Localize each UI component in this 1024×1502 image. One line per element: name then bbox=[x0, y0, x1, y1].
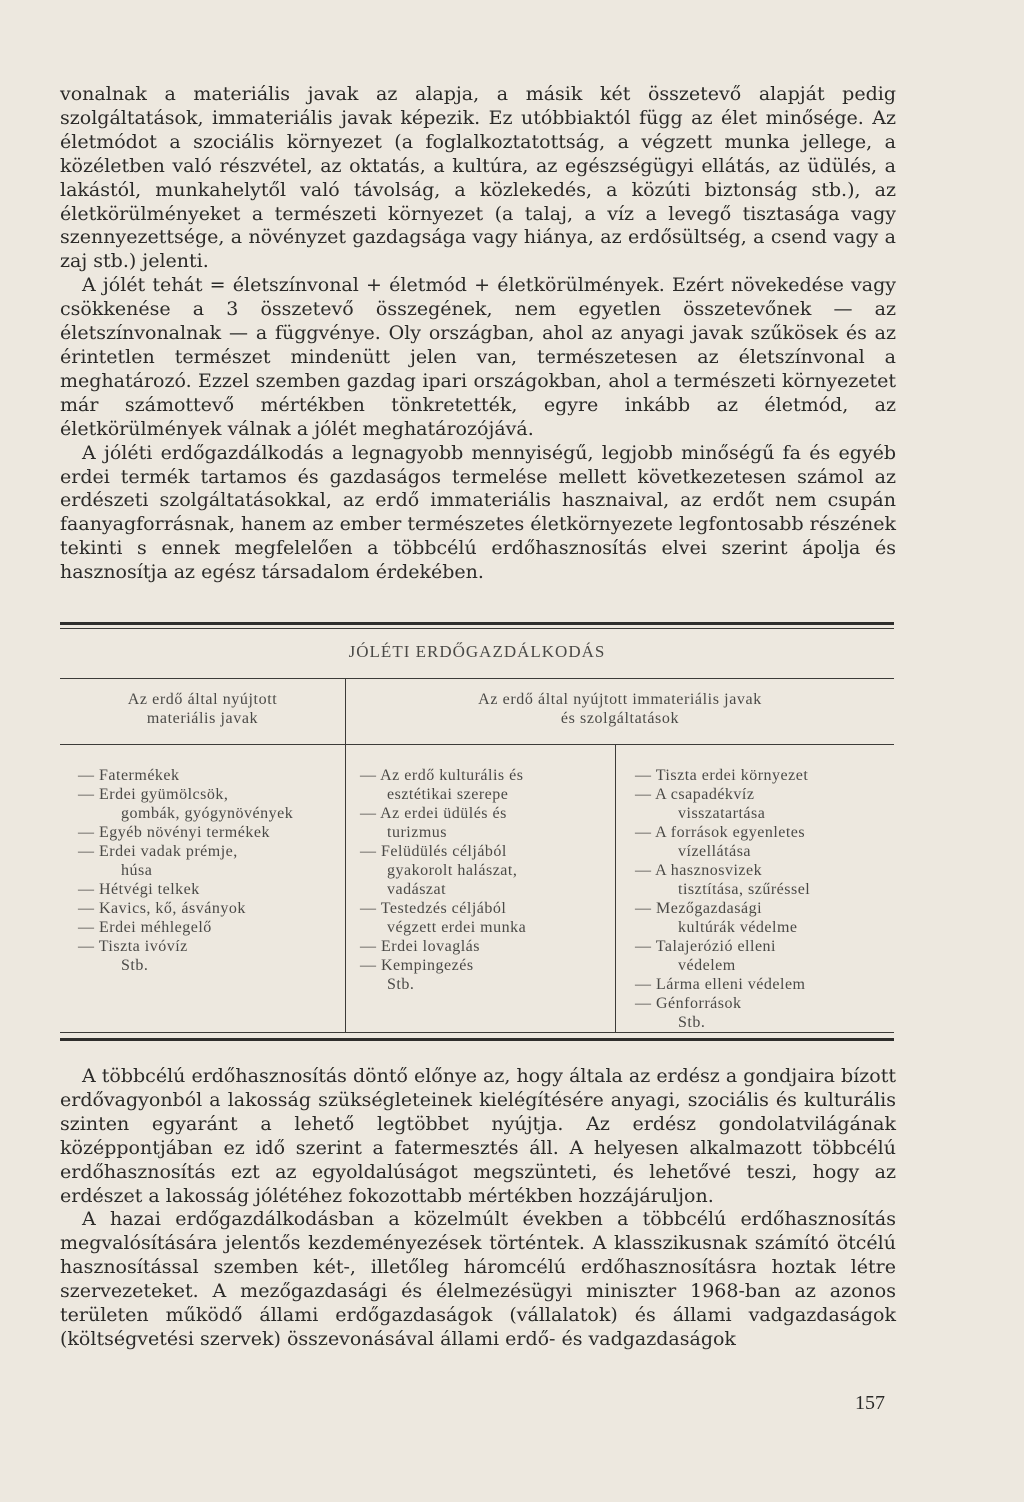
list-item-label: Testedzés céljából bbox=[380, 900, 507, 917]
list-dash: — bbox=[360, 843, 377, 860]
list-item-label: A csapadékvíz bbox=[655, 786, 755, 803]
column-divider bbox=[615, 744, 616, 1032]
paragraph: A hazai erdőgazdálkodásban a közelmúlt években a többcélú erdőhasznosítás megvalósítására jelentős kezdeményezések történtek. A klasszikusnak számító ötcélú hasznosítással szemben két-, illetőleg háromcélú erdőhasznosításra hoztak létre szervezeteket. A mezőgazdasági és élelmezésügyi miniszter 1968-ban az azonos területen működő állami erdőgazdaságok (vállalatok) és állami vadgazdaságok (költségvetési szervek) összevonásával állami erdő- és vadgazdaságok bbox=[60, 1208, 896, 1350]
list-dash: — bbox=[635, 767, 652, 784]
diagram-title: JÓLÉTI ERDŐGAZDÁLKODÁS bbox=[348, 642, 606, 661]
list-item-label: Kavics, kő, ásványok bbox=[99, 900, 246, 917]
paragraph: vonalnak a materiális javak az alapja, a másik két összetevő alapját pedig szolgáltatások, immateriális javak képezik. Ez utóbbiaktól függ az élet minősége. Az életmódot a szociális környezet (a foglalkoztatottság, a végzett munka jellege, a közéletben való részvétel, az oktatás, a kultúra, az egészségügyi ellátás, az üdülés, a lakástól, munkahelytől való távolság, a közlekedés, a közúti biztonság stb.), az életkörülményeket a természeti környezet (a talaj, a víz a levegő tisztasága vagy szennyezettsége, a növényzet gazdagsága vagy hiánya, az erdősültség, a csend vagy a zaj stb.) jelenti. bbox=[60, 83, 896, 273]
list-item-text bbox=[78, 785, 293, 804]
list-item-label: Egyéb növényi termékek bbox=[99, 824, 270, 841]
left-header-line: materiális javak bbox=[146, 710, 259, 727]
list-item-label: Erdei lovaglás bbox=[381, 938, 480, 955]
list-dash: — bbox=[78, 767, 95, 784]
list-dash: — bbox=[78, 843, 95, 860]
list-item-label: Az erdő kulturális és bbox=[380, 767, 524, 784]
right-header-line: Az erdő által nyújtott immateriális javak bbox=[478, 691, 762, 708]
list-item-label: Tiszta ivóvíz bbox=[98, 938, 188, 955]
list-item bbox=[635, 766, 810, 785]
list-item-text bbox=[360, 899, 526, 918]
list-item-continuation: vízellátása bbox=[678, 843, 752, 860]
list-item-label: Fatermékek bbox=[99, 767, 180, 784]
list-item-continuation: kultúrák védelme bbox=[678, 919, 798, 936]
header-divider bbox=[345, 678, 346, 744]
list-item bbox=[360, 804, 526, 842]
list-dash: — bbox=[78, 786, 95, 803]
list-item-label: Lárma elleni védelem bbox=[656, 976, 806, 993]
list-dash: — bbox=[78, 919, 95, 936]
list-item-continuation: gombák, gyógynövények bbox=[121, 805, 294, 822]
list-item bbox=[635, 861, 810, 899]
left-header-line: Az erdő által nyújtott bbox=[127, 691, 278, 708]
list-end: Stb. bbox=[387, 976, 415, 993]
list-dash: — bbox=[78, 938, 95, 955]
list-item bbox=[635, 994, 810, 1013]
list-item-label: Felüdülés céljából bbox=[381, 843, 507, 860]
list-item-text bbox=[635, 899, 810, 918]
list-item-label: Kempingezés bbox=[381, 957, 474, 974]
list-item-text bbox=[360, 842, 526, 861]
list-dash: — bbox=[360, 805, 377, 822]
list-dash: — bbox=[635, 995, 652, 1012]
list-item-continuation: húsa bbox=[121, 862, 153, 879]
list-item-label: A források egyenletes bbox=[655, 824, 806, 841]
list-item-label: Génforrások bbox=[656, 995, 742, 1012]
list-item bbox=[78, 899, 293, 918]
list-item-text bbox=[635, 823, 810, 842]
list-item-text bbox=[78, 918, 293, 937]
list-item bbox=[635, 975, 810, 994]
list-item-label: A hasznosvizek bbox=[655, 862, 763, 879]
list-item-label: Tiszta erdei környezet bbox=[655, 767, 809, 784]
immaterialis-list-1 bbox=[360, 766, 526, 994]
list-item bbox=[360, 899, 526, 937]
page-number: 157 bbox=[855, 1392, 885, 1414]
list-item-text bbox=[360, 937, 526, 956]
list-item bbox=[78, 937, 293, 956]
list-item bbox=[635, 937, 810, 975]
list-item-text bbox=[78, 899, 293, 918]
list-item bbox=[78, 842, 293, 880]
list-dash: — bbox=[78, 900, 95, 917]
materialis-list bbox=[78, 766, 293, 975]
list-item-continuation: visszatartása bbox=[678, 805, 766, 822]
top-text bbox=[60, 83, 896, 585]
bottom-text bbox=[60, 1065, 896, 1352]
list-item bbox=[360, 937, 526, 956]
list-dash: — bbox=[635, 900, 652, 917]
list-dash: — bbox=[635, 938, 652, 955]
bottom-rule-thin bbox=[60, 1032, 894, 1033]
list-item-text bbox=[360, 804, 526, 823]
list-item-continuation: vadászat bbox=[387, 881, 447, 898]
list-item-text bbox=[635, 937, 810, 956]
paragraph: A jólét tehát = életszínvonal + életmód + életkörülmények. Ezért növekedése vagy csökkenése a 3 összetevő összegének, nem egyetlen összetevőnek — az életszínvonalnak — a függvénye. Oly országban, ahol az anyagi javak szűkösek és az érintetlen természet mindenütt jelen van, természetesen az életszínvonal a meghatározó. Ezzel szemben gazdag ipari országokban, ahol a természeti környezetet már számottevő mértékben tönkretették, egyre inkább az életmód, az életkörülmények válnak a jólét meghatározójává. bbox=[60, 274, 896, 440]
list-dash: — bbox=[360, 938, 377, 955]
column-divider bbox=[345, 744, 346, 1032]
list-dash: — bbox=[635, 862, 652, 879]
list-item bbox=[360, 956, 526, 975]
list-item-text bbox=[78, 766, 293, 785]
list-dash: — bbox=[635, 786, 652, 803]
list-item bbox=[360, 842, 526, 899]
list-item-continuation: tisztítása, szűréssel bbox=[678, 881, 811, 898]
list-end: Stb. bbox=[121, 957, 149, 974]
list-dash: — bbox=[78, 824, 95, 841]
list-dash: — bbox=[360, 900, 377, 917]
list-item-continuation: védelem bbox=[678, 957, 736, 974]
list-item-text bbox=[78, 823, 293, 842]
list-item-text bbox=[78, 842, 293, 861]
list-dash: — bbox=[635, 824, 652, 841]
right-header-line: és szolgáltatások bbox=[560, 710, 680, 727]
header-bottom-rule bbox=[60, 744, 894, 745]
right-header bbox=[346, 690, 894, 728]
list-item bbox=[78, 785, 293, 823]
paragraph: A jóléti erdőgazdálkodás a legnagyobb mennyiségű, legjobb minőségű fa és egyéb erdei termék tartamos és gazdaságos termelése mellett következetesen számol az erdészeti szolgáltatásokkal, az erdő immateriális hasznaival, az erdőt nem csupán faanyagforrásnak, hanem az ember természetes életkörnyezete legfontosabb részének tekinti s ennek megfelelően a többcélú erdőhasznosítás elvei szerint ápolja és hasznosítja az egész társadalom érdekében. bbox=[60, 441, 896, 584]
list-item-label: Mezőgazdasági bbox=[656, 900, 763, 917]
list-end: Stb. bbox=[678, 1014, 706, 1031]
list-item-label: Erdei méhlegelő bbox=[99, 919, 212, 936]
list-item bbox=[78, 766, 293, 785]
list-item-text bbox=[635, 861, 810, 880]
list-item-continuation: gyakorolt halászat, bbox=[387, 862, 518, 879]
list-item-text bbox=[635, 994, 810, 1013]
title-divider bbox=[60, 678, 894, 679]
list-item-continuation: turizmus bbox=[387, 824, 447, 841]
list-item bbox=[78, 823, 293, 842]
bottom-rule bbox=[60, 1038, 894, 1041]
list-item bbox=[78, 918, 293, 937]
list-item-text bbox=[635, 975, 810, 994]
list-dash: — bbox=[635, 976, 652, 993]
list-item-label: Az erdei üdülés és bbox=[380, 805, 507, 822]
list-item bbox=[360, 766, 526, 804]
list-item-text bbox=[635, 766, 810, 785]
list-item bbox=[635, 823, 810, 861]
top-rule bbox=[60, 622, 894, 625]
list-item-label: Hétvégi telkek bbox=[99, 881, 200, 898]
list-dash: — bbox=[360, 767, 377, 784]
list-item-text bbox=[78, 880, 293, 899]
list-dash: — bbox=[78, 881, 95, 898]
forestry-diagram bbox=[60, 622, 894, 1045]
list-item-text bbox=[360, 956, 526, 975]
list-item bbox=[78, 880, 293, 899]
list-item-label: Erdei vadak prémje, bbox=[99, 843, 238, 860]
list-item-text bbox=[635, 785, 810, 804]
list-item-continuation: esztétikai szerepe bbox=[387, 786, 509, 803]
top-rule-thin bbox=[60, 628, 894, 629]
list-item-text bbox=[78, 937, 293, 956]
list-item bbox=[635, 899, 810, 937]
list-item bbox=[635, 785, 810, 823]
list-item-text bbox=[360, 766, 526, 785]
immaterialis-list-2 bbox=[635, 766, 810, 1032]
paragraph: A többcélú erdőhasznosítás döntő előnye az, hogy általa az erdész a gondjaira bízott erdővagyonból a lakosság szükségleteinek kielégítésére anyagi, szociális és kulturális szinten egyaránt a lehető legtöbbet nyújtja. Az erdész gondolatvilágának középpontjában ez idő szerint a fatermesztés áll. A helyesen alkalmazott többcélú erdőhasznosítás ezt az egyoldalúságot megszünteti, és lehetővé teszi, hogy az erdészet a lakosság jólétéhez fokozottabb mértékben hozzájáruljon. bbox=[60, 1065, 896, 1207]
list-item-label: Erdei gyümölcsök, bbox=[99, 786, 229, 803]
list-item-label: Talajerózió elleni bbox=[655, 938, 776, 955]
list-dash: — bbox=[360, 957, 377, 974]
list-item-continuation: végzett erdei munka bbox=[387, 919, 527, 936]
left-header bbox=[60, 690, 345, 728]
